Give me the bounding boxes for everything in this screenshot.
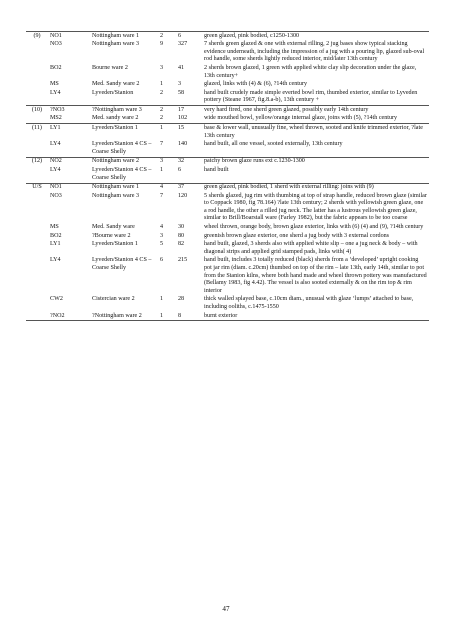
sherd-description: hand built crudely made simple everted bowl rim, thumbed exterior, similar to Lyveden pottery (Steane 1967, fig.8.a-b), 13th century + [204,89,418,104]
fabric-name: Lyveden/Stanion 1 [90,124,158,141]
sherd-count: 1 [158,312,176,321]
sherd-count: 4 [160,224,164,231]
sherd-weight: 82 [178,241,185,248]
sherd-weight: 30 [178,224,185,231]
table-row [26,241,429,257]
table-row [26,192,429,223]
pottery-table [26,31,429,321]
pottery-code: LY4 [50,166,61,173]
sherd-count: 2 [160,89,164,96]
sherd-description: wheel thrown, orange body, brown glaze exterior, links with (6) (4) and (9), ?14th century [204,224,424,231]
table-row [26,89,429,106]
sherd-description: green glazed, pink bodied, c1250-1300 [202,32,429,41]
table-row [26,157,429,166]
sherd-count: 3 [158,157,176,166]
sherd-description: hand built, includes 3 totally reduced (black) sherds from a ‘developed’ upright cooking pot jar rim (diam. c.20cm) thumbed on top of the rim – late 13th, early 14th, similar to pot from the Stanion kilns, where both hand made and wheel thrown pottery was manufactured (Bellamy 1983, fig 4.42). The vessel is also sooted externally & on the rim top & rim interior [204,257,427,294]
pottery-code: LY4 [50,141,61,148]
sherd-description: greenish brown glaze exterior, one sherd a jug body with 3 external cordons [204,232,390,239]
table-row [26,32,429,41]
fabric-name: Nottingham ware 3 [92,41,140,48]
table-row [26,312,429,321]
pottery-code: LY4 [50,257,61,264]
pottery-code: CW2 [50,296,63,303]
fabric-name: Nottingham ware 2 [90,157,158,166]
sherd-weight: 3 [178,81,182,88]
sherd-count: 3 [160,64,164,71]
context-number [26,166,48,183]
sherd-weight: 6 [178,166,182,173]
context-number [26,89,48,106]
pottery-code: NO3 [50,192,62,199]
fabric-name: Med. Sandy ware 2 [92,81,140,88]
pottery-code: NO1 [48,32,90,41]
context-number: (12) [26,157,48,166]
table-row [26,141,429,158]
sherd-weight: 32 [176,157,202,166]
fabric-name: Med. Sandy ware [92,224,135,231]
sherd-count: 9 [160,41,164,48]
sherd-weight: 58 [178,89,185,96]
context-number [26,257,48,296]
fabric-name: Lyveden/Stanion 4 CS – Coarse Shelly [92,166,152,181]
table-row [26,115,429,124]
context-number [26,41,48,65]
sherd-description: thick walled splayed base, c.10cm diam., unusual with glaze ‘lumps’ attached to base, including ooliths, c.1475-1550 [204,296,414,310]
sherd-weight: 120 [178,192,188,199]
context-number: U/S [26,183,48,192]
sherd-count: 7 [160,192,164,199]
sherd-weight: 28 [178,296,185,303]
sherd-count: 7 [160,141,164,148]
table-row [26,232,429,241]
pottery-code: MS2 [50,115,62,122]
sherd-description: hand built [204,166,229,173]
table-row [26,41,429,65]
sherd-count: 1 [160,81,164,88]
sherd-weight: 17 [176,106,202,115]
table-row [26,81,429,90]
fabric-name: Lyveden/Stanion 1 [92,241,138,248]
pottery-table-body [26,32,429,321]
pottery-code: ?NO2 [48,312,90,321]
sherd-description: base & lower wall, unusually fine, wheel thrown, sooted and knife trimmed exterior, ?late 13th century [202,124,429,141]
sherd-weight: 6 [176,32,202,41]
pottery-code: LY4 [50,89,61,96]
sherd-description: glazed, links with (4) & (6), ?14th century [204,81,308,88]
sherd-description: 7 sherds green glazed & one with external rilling, 2 jug bases show typical stacking evidence underneath, including the impression of a jug with a pouring lip, glazed sub-oval rod handle, some sherds lightly reduced interior, mid/later 13th century [204,41,425,63]
sherd-description: burnt exterior [202,312,429,321]
sherd-description: very hard fired, one sherd green glazed, possibly early 14th century [202,106,429,115]
sherd-count: 2 [158,106,176,115]
context-number [26,192,48,223]
table-row [26,64,429,80]
table-row [26,257,429,296]
context-number: (11) [26,124,48,141]
fabric-name: Lyveden/Stanion [92,89,134,96]
sherd-count: 1 [160,296,164,303]
sherd-weight: 140 [178,141,188,148]
pottery-code: BO2 [50,64,62,71]
sherd-count: 2 [158,32,176,41]
pottery-code: MS [50,224,59,231]
pottery-code: NO3 [50,41,62,48]
context-number [26,241,48,257]
table-row [26,106,429,115]
context-number [26,64,48,80]
pottery-code: NO2 [48,157,90,166]
pottery-code: LY1 [50,241,61,248]
sherd-count: 4 [158,183,176,192]
sherd-description: hand built, glazed, 3 sherds also with applied white slip – one a jug neck & body – with diagonal strips and applied grid stamped pads, links with( 4) [204,241,418,255]
sherd-description: 2 sherds brown glazed, 1 green with applied white clay slip decoration under the glaze, 13th century+ [204,64,417,79]
sherd-weight: 8 [176,312,202,321]
context-number: (10) [26,106,48,115]
sherd-count: 6 [160,257,164,264]
fabric-name: ?Bourne ware 2 [92,232,131,239]
sherd-count: 1 [158,124,176,141]
sherd-description: 5 sherds glazed, jug rim with thumbing at top of strap handle, reduced brown glaze (similar to Coppack 1980, fig 78.164) ?late 13th century; 2 sherds with yellowish green glaze, one a rod handle, the other a rilled jug neck. The latter has a lustrous yellowish green glaze, similar to Brill/Boarstall ware (Farley 1982), but the fabric appears to be too coarse [204,192,427,222]
fabric-name: ?Nottingham ware 2 [90,312,158,321]
context-number [26,312,48,321]
pottery-code: MS [50,81,59,88]
fabric-name: Lyveden/Stanion 4 CS – Coarse Shelly [92,141,152,155]
sherd-weight: 80 [178,232,185,239]
sherd-description: hand built, all one vessel, sooted externally, 13th century [204,141,343,148]
fabric-name: Bourne ware 2 [92,64,128,71]
sherd-weight: 15 [176,124,202,141]
sherd-description: wide mouthed bowl, yellow/orange internal glaze, joins with (5), ?14th century [204,115,398,122]
table-row [26,166,429,183]
page-number: 47 [222,605,230,613]
sherd-count: 3 [160,232,164,239]
pottery-code: ?NO3 [48,106,90,115]
sherd-count: 2 [160,115,164,122]
fabric-name: Med. sandy ware 2 [92,115,139,122]
fabric-name: Nottingham ware 1 [90,32,158,41]
context-number [26,115,48,124]
fabric-name: Cistercian ware 2 [92,296,135,303]
pottery-code: NO1 [48,183,90,192]
pottery-code: LY1 [48,124,90,141]
fabric-name: Nottingham ware 1 [90,183,158,192]
sherd-description: green glazed, pink bodied, 1 sherd with external rilling: joins with (9) [202,183,429,192]
fabric-name: Nottingham ware 3 [92,192,140,199]
sherd-weight: 215 [178,257,188,264]
context-number [26,232,48,241]
context-number: (9) [26,32,48,41]
sherd-description: patchy brown glaze runs ext c.1230-1300 [202,157,429,166]
context-number [26,141,48,158]
context-number [26,81,48,90]
fabric-name: Lyveden/Stanion 4 CS – Coarse Shelly [92,257,152,271]
table-row [26,223,429,232]
context-number [26,223,48,232]
sherd-weight: 41 [178,64,185,71]
table-row [26,296,429,312]
pottery-code: BO2 [50,232,62,239]
table-row [26,124,429,141]
sherd-count: 5 [160,241,164,248]
sherd-weight: 327 [178,41,188,48]
sherd-weight: 102 [178,115,188,122]
context-number [26,296,48,312]
sherd-weight: 37 [176,183,202,192]
sherd-count: 1 [160,166,164,173]
fabric-name: ?Nottingham ware 3 [90,106,158,115]
table-row [26,183,429,192]
